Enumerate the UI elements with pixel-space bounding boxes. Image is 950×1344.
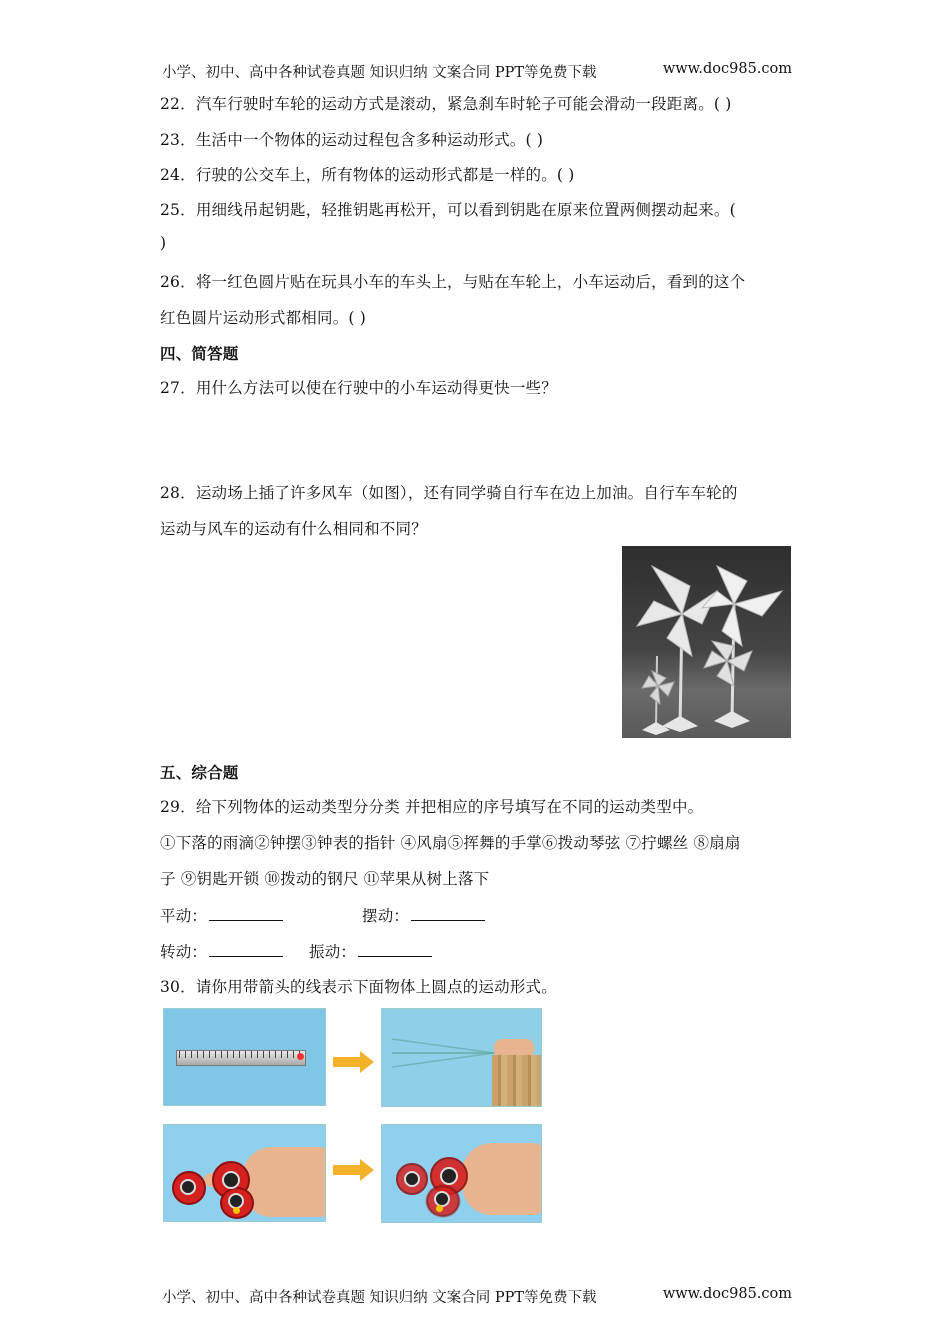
- windmill-photo: [622, 546, 791, 738]
- page-header: [162, 61, 792, 82]
- question-29-items-cont: 子 ⑨钥匙开锁 ⑩拨动的钢尺 ⑪苹果从树上落下: [160, 870, 490, 888]
- translation-blank[interactable]: [209, 906, 283, 921]
- hand-icon: [494, 1039, 534, 1055]
- question-25-cont: ): [160, 234, 167, 252]
- wooden-block: [492, 1055, 541, 1106]
- ruler-image-after: [381, 1008, 542, 1107]
- header-url: www.doc985.com: [662, 61, 792, 77]
- question-26: 26．将一红色圆片贴在玩具小车的车头上，与贴在车轮上，小车运动后，看到的这个: [160, 273, 746, 291]
- page-footer: [162, 1286, 792, 1307]
- question-29-items: ①下落的雨滴②钟摆③钟表的指针 ④风扇⑤挥舞的手掌⑥拨动琴弦 ⑦拧螺丝 ⑧扇扇: [160, 834, 741, 852]
- footer-text: 小学、初中、高中各种试卷真题 知识归纳 文案合同 PPT等免费下载: [162, 1290, 597, 1306]
- footer-url: www.doc985.com: [662, 1286, 792, 1302]
- section-4-title: 四、简答题: [160, 344, 239, 363]
- spinner-image-before: [163, 1124, 326, 1222]
- answer-swing: [362, 904, 485, 926]
- question-28-cont: 运动与风车的运动有什么相同和不同？: [160, 520, 427, 538]
- yellow-dot-marker: [233, 1207, 240, 1214]
- question-25: 25．用细线吊起钥匙，轻推钥匙再松开，可以看到钥匙在原来位置两侧摆动起来。(: [160, 201, 736, 219]
- answer-rotation: [160, 940, 283, 962]
- question-22: 22．汽车行驶时车轮的运动方式是滚动，紧急刹车时轮子可能会滑动一段距离。( ): [160, 95, 732, 113]
- translation-label: 平动：: [160, 907, 208, 925]
- yellow-dot-marker: [436, 1205, 443, 1212]
- section-5-title: 五、综合题: [160, 763, 239, 782]
- question-29: 29．给下列物体的运动类型分分类 并把相应的序号填写在不同的运动类型中。: [160, 798, 704, 816]
- ruler-image-before: [163, 1008, 326, 1106]
- vibration-label: 振动：: [309, 943, 357, 961]
- red-dot-marker: [297, 1053, 304, 1060]
- answer-vibration: [309, 940, 432, 962]
- question-30: 30．请你用带箭头的线表示下面物体上圆点的运动形式。: [160, 978, 557, 996]
- steel-ruler: [176, 1050, 306, 1066]
- header-text: 小学、初中、高中各种试卷真题 知识归纳 文案合同 PPT等免费下载: [162, 65, 597, 81]
- question-26-cont: 红色圆片运动形式都相同。( ): [160, 309, 367, 327]
- question-23: 23．生活中一个物体的运动过程包含多种运动形式。( ): [160, 131, 544, 149]
- question-27: 27．用什么方法可以使在行驶中的小车运动得更快一些？: [160, 379, 557, 397]
- swing-label: 摆动：: [362, 907, 410, 925]
- spinner-image-after: [381, 1124, 542, 1223]
- vibration-blank[interactable]: [358, 942, 432, 957]
- rotation-blank[interactable]: [209, 942, 283, 957]
- swing-blank[interactable]: [411, 906, 485, 921]
- question-24: 24．行驶的公交车上，所有物体的运动形式都是一样的。( ): [160, 166, 575, 184]
- question-28: 28．运动场上插了许多风车（如图），还有同学骑自行车在边上加油。自行车车轮的: [160, 484, 738, 502]
- answer-translation: [160, 904, 283, 926]
- rotation-label: 转动：: [160, 943, 208, 961]
